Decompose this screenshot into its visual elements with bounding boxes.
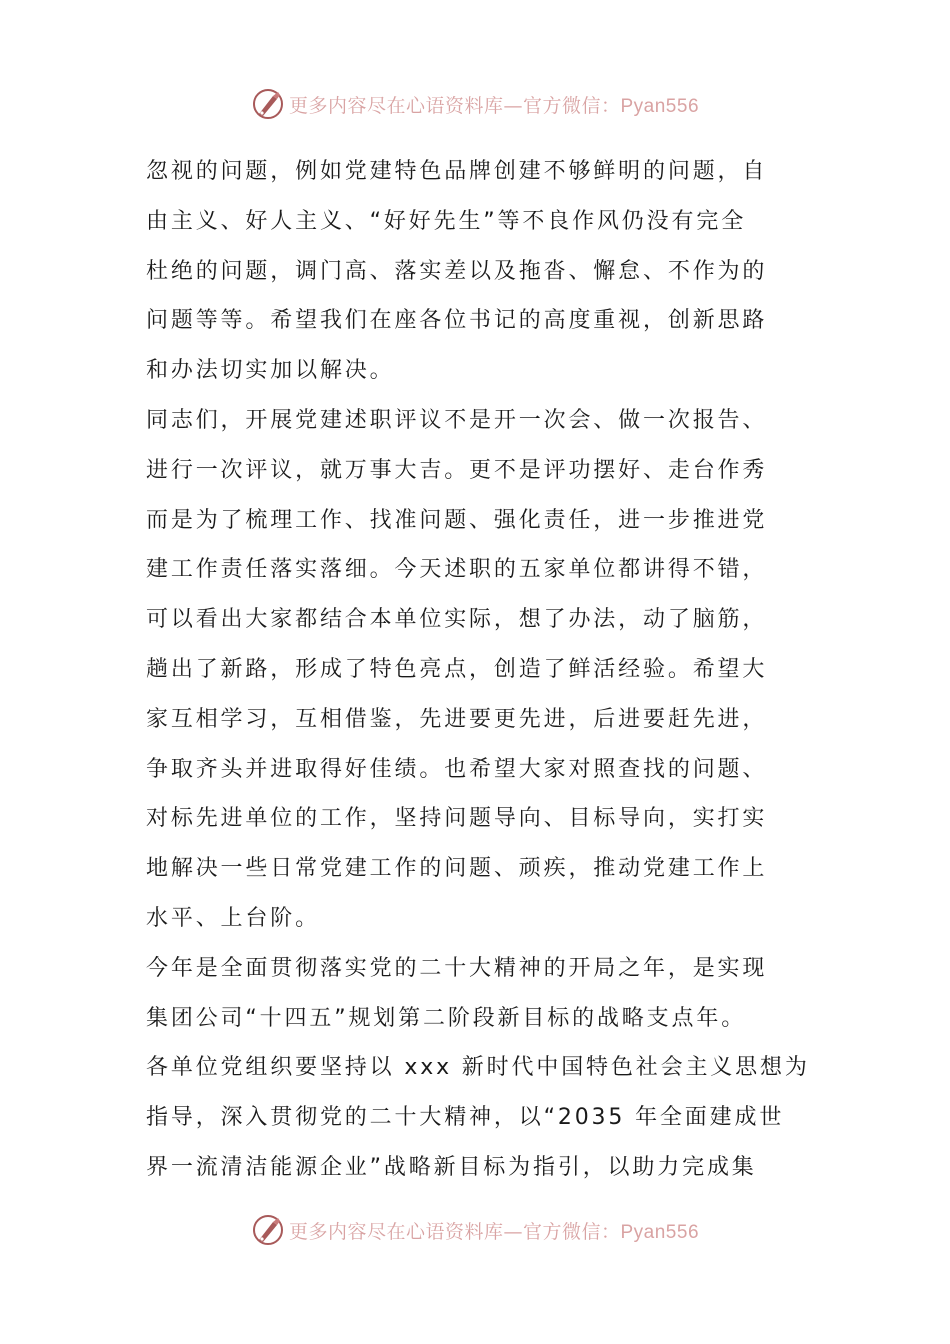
watermark-handle: Pyan556 xyxy=(620,95,700,117)
text-line: 水平、上台阶。 xyxy=(146,905,320,931)
text-line: 对标先进单位的工作，坚持问题导向、目标导向，实打实 xyxy=(146,806,768,832)
text-line: 同志们，开展党建述职评议不是开一次会、做一次报告、 xyxy=(146,407,768,433)
watermark-text: 更多内容尽在心语资料库—官方微信：Pyan556 xyxy=(288,1220,700,1243)
text-line: 杜绝的问题，调门高、落实差以及拖沓、懈怠、不作为的 xyxy=(146,258,768,284)
text-line: 争取齐头并进取得好佳绩。也希望大家对照查找的问题、 xyxy=(146,756,768,782)
text-line: 集团公司“十四五”规划第二阶段新目标的战略支点年。 xyxy=(146,1005,747,1031)
text-line: 各单位党组织要坚持以 xxx 新时代中国特色社会主义思想为 xyxy=(146,1055,810,1081)
text-line: 界一流清洁能源企业”战略新目标为指引，以助力完成集 xyxy=(146,1154,757,1180)
pen-nib-circle-icon xyxy=(251,1213,285,1247)
text-line: 建工作责任落实落细。今天述职的五家单位都讲得不错， xyxy=(146,557,768,583)
text-line: 由主义、好人主义、“好好先生”等不良作风仍没有完全 xyxy=(146,208,747,234)
watermark-text: 更多内容尽在心语资料库—官方微信：Pyan556 xyxy=(288,94,700,117)
text-line: 忽视的问题，例如党建特色品牌创建不够鲜明的问题，自 xyxy=(146,159,768,184)
watermark-handle: Pyan556 xyxy=(620,1221,700,1243)
pen-nib-circle-icon xyxy=(251,87,285,121)
text-line: 家互相学习，互相借鉴，先进要更先进，后进要赶先进， xyxy=(146,706,768,732)
text-line: 指导，深入贯彻党的二十大精神，以“2035 年全面建成世 xyxy=(146,1105,785,1131)
text-line: 今年是全面贯彻落实党的二十大精神的开局之年，是实现 xyxy=(146,955,768,981)
watermark-footer xyxy=(0,1210,950,1250)
text-line: 问题等等。希望我们在座各位书记的高度重视，创新思路 xyxy=(146,308,768,334)
text-line: 进行一次评议，就万事大吉。更不是评功摆好、走台作秀 xyxy=(146,457,768,483)
text-line: 可以看出大家都结合本单位实际，想了办法，动了脑筋， xyxy=(146,607,768,633)
watermark-header xyxy=(0,84,950,124)
text-line: 而是为了梳理工作、找准问题、强化责任，进一步推进党 xyxy=(146,507,768,533)
text-line: 地解决一些日常党建工作的问题、顽疾，推动党建工作上 xyxy=(146,856,768,882)
text-line: 和办法切实加以解决。 xyxy=(146,358,395,384)
document-body xyxy=(146,147,808,1193)
text-line: 趟出了新路，形成了特色亮点，创造了鲜活经验。希望大 xyxy=(146,656,768,682)
